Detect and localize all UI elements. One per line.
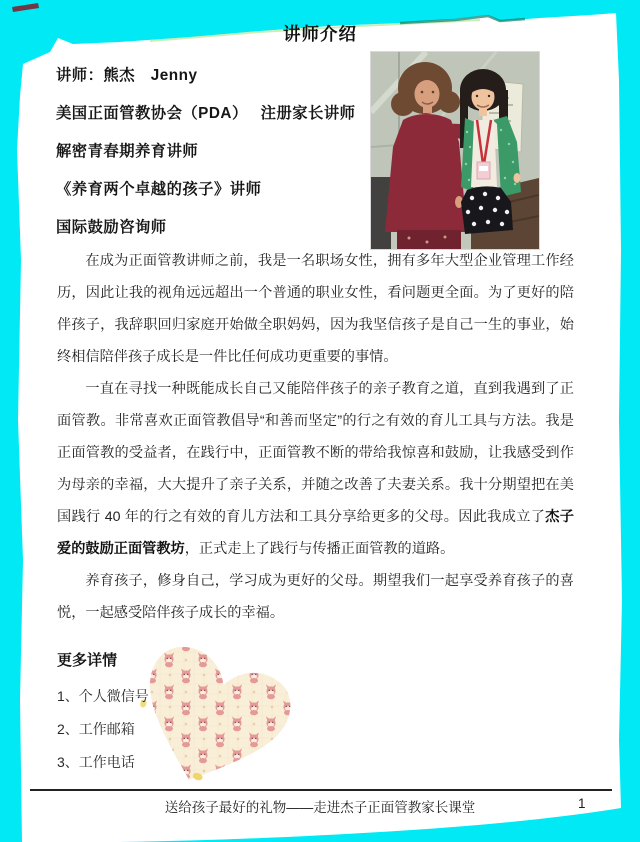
credential-line-encouragement: 国际鼓励咨询师 [56,219,167,236]
bio-paragraph-3 [57,565,574,629]
bio-paragraph-2-tail: ，正式走上了践行与传播正面管教的道路。 [184,541,455,557]
bio-paragraph-2-bold: 杰子爱的鼓励正面管教坊 [57,509,574,557]
bio-paragraph-3-text: 养育孩子，修身自己，学习成为更好的父母。期望我们一起享受养育孩子的喜悦，一起感受陪伴孩子成长的幸福。 [57,573,574,621]
credential-line-adolescence: 解密青春期养育讲师 [56,143,199,160]
heart-decoration [110,636,316,796]
biography-text [57,245,574,629]
footer-slogan: 送给孩子最好的礼物——走进杰子正面管教家长课堂 [164,800,476,815]
instructor-photo [371,52,539,249]
bio-paragraph-2 [57,373,574,565]
bio-paragraph-1-text: 在成为正面管教讲师之前，我是一名职场女性，拥有多年大型企业管理工作经历，因此让我的视角远远超出一个普通的职业女性，看问题更全面。为了更好的陪伴孩子，我辞职回归家庭开始做全职妈妈，因为我坚信孩子是自己一生的事业，始终相信陪伴孩子成长是一件比任何成功更重要的事情。 [57,253,574,365]
credential-line-book: 《养育两个卓越的孩子》讲师 [56,181,262,198]
more-details-heading: 更多详情 [57,652,118,669]
detail-item-email: 2、工作邮箱 [57,721,135,737]
page-number: 1 [578,796,586,811]
credential-line-pda: 美国正面管教协会（PDA） 注册家长讲师 [56,105,356,122]
bio-paragraph-1 [57,245,574,373]
detail-item-wechat: 1、个人微信号 [57,688,149,704]
detail-item-phone: 3、工作电话 [57,754,135,770]
instructor-name-line: 讲师：熊杰 Jenny [56,67,198,84]
footer-divider [30,789,612,791]
bio-paragraph-2-text: 一直在寻找一种既能成长自己又能陪伴孩子的亲子教育之道，直到我遇到了正面管教。非常喜欢正面管教倡导“和善而坚定”的行之有效的育儿工具与方法。我是正面管教的受益者，在践行中，正面管教不断的带给我惊喜和鼓励，让我感受到作为母亲的幸福，大大提升了亲子关系，并随之改善了夫妻关系。我十分期望把在美国践行 40 年的行之有效的育儿方法和工具分享给更多的父母。因此我成立了 [57,381,574,525]
page-title: 讲师介绍 [283,24,357,44]
